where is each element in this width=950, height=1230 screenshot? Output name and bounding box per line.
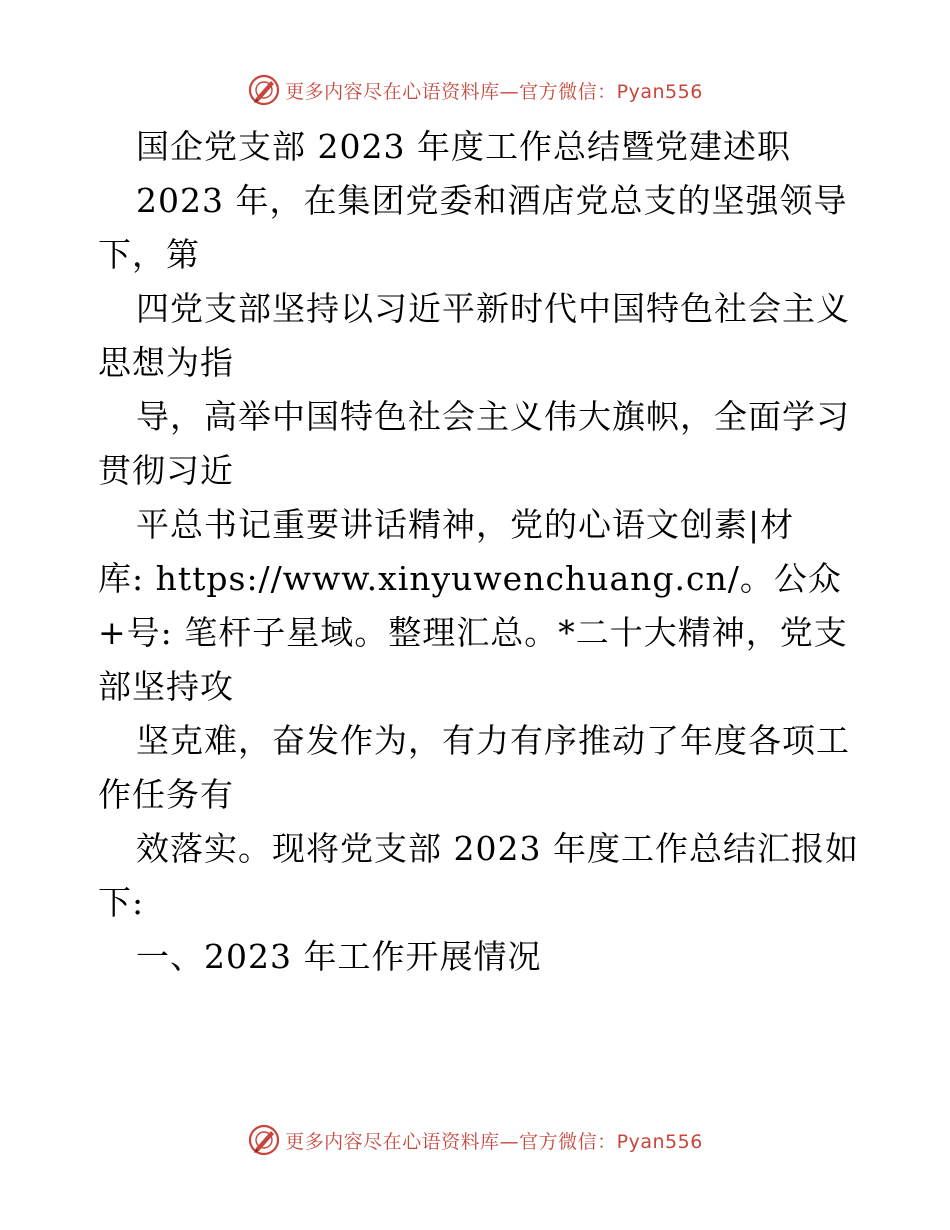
header-banner-text: 更多内容尽在心语资料库—官方微信：Pyan556	[285, 80, 703, 103]
document-line: 平总书记重要讲话精神，党的心语文创素|材	[136, 505, 795, 544]
header-banner	[0, 70, 950, 110]
document-line: 四党支部坚持以习近平新时代中国特色社会主义	[136, 289, 850, 328]
document-line: 思想为指	[98, 343, 234, 382]
document-line: 国企党支部 2023 年度工作总结暨党建述职	[136, 127, 791, 166]
document-line: 下，第	[98, 235, 200, 274]
document-line: 部坚持攻	[98, 667, 234, 706]
document-line: 导，高举中国特色社会主义伟大旗帜，全面学习	[136, 397, 850, 436]
document-line: 2023 年，在集团党委和酒店党总支的坚强领导	[136, 181, 848, 220]
document-line: 作任务有	[98, 775, 234, 814]
pen-circle-logo-icon	[247, 73, 281, 107]
footer-banner	[0, 1120, 950, 1160]
document-line: 效落实。现将党支部 2023 年度工作总结汇报如	[136, 829, 859, 868]
document-line: +号: 笔杆子星域。整理汇总。*二十大精神，党支	[98, 613, 848, 652]
document-line: 下:	[98, 883, 145, 922]
document-line: 贯彻习近	[98, 451, 234, 490]
pen-circle-logo-icon	[247, 1123, 281, 1157]
document-line: 一、2023 年工作开展情况	[136, 937, 542, 976]
document-line: 库: https://www.xinyuwenchuang.cn/。公众	[98, 559, 842, 598]
document-body	[98, 120, 858, 984]
document-line: 坚克难，奋发作为，有力有序推动了年度各项工	[136, 721, 850, 760]
footer-banner-text: 更多内容尽在心语资料库—官方微信：Pyan556	[285, 1130, 703, 1153]
